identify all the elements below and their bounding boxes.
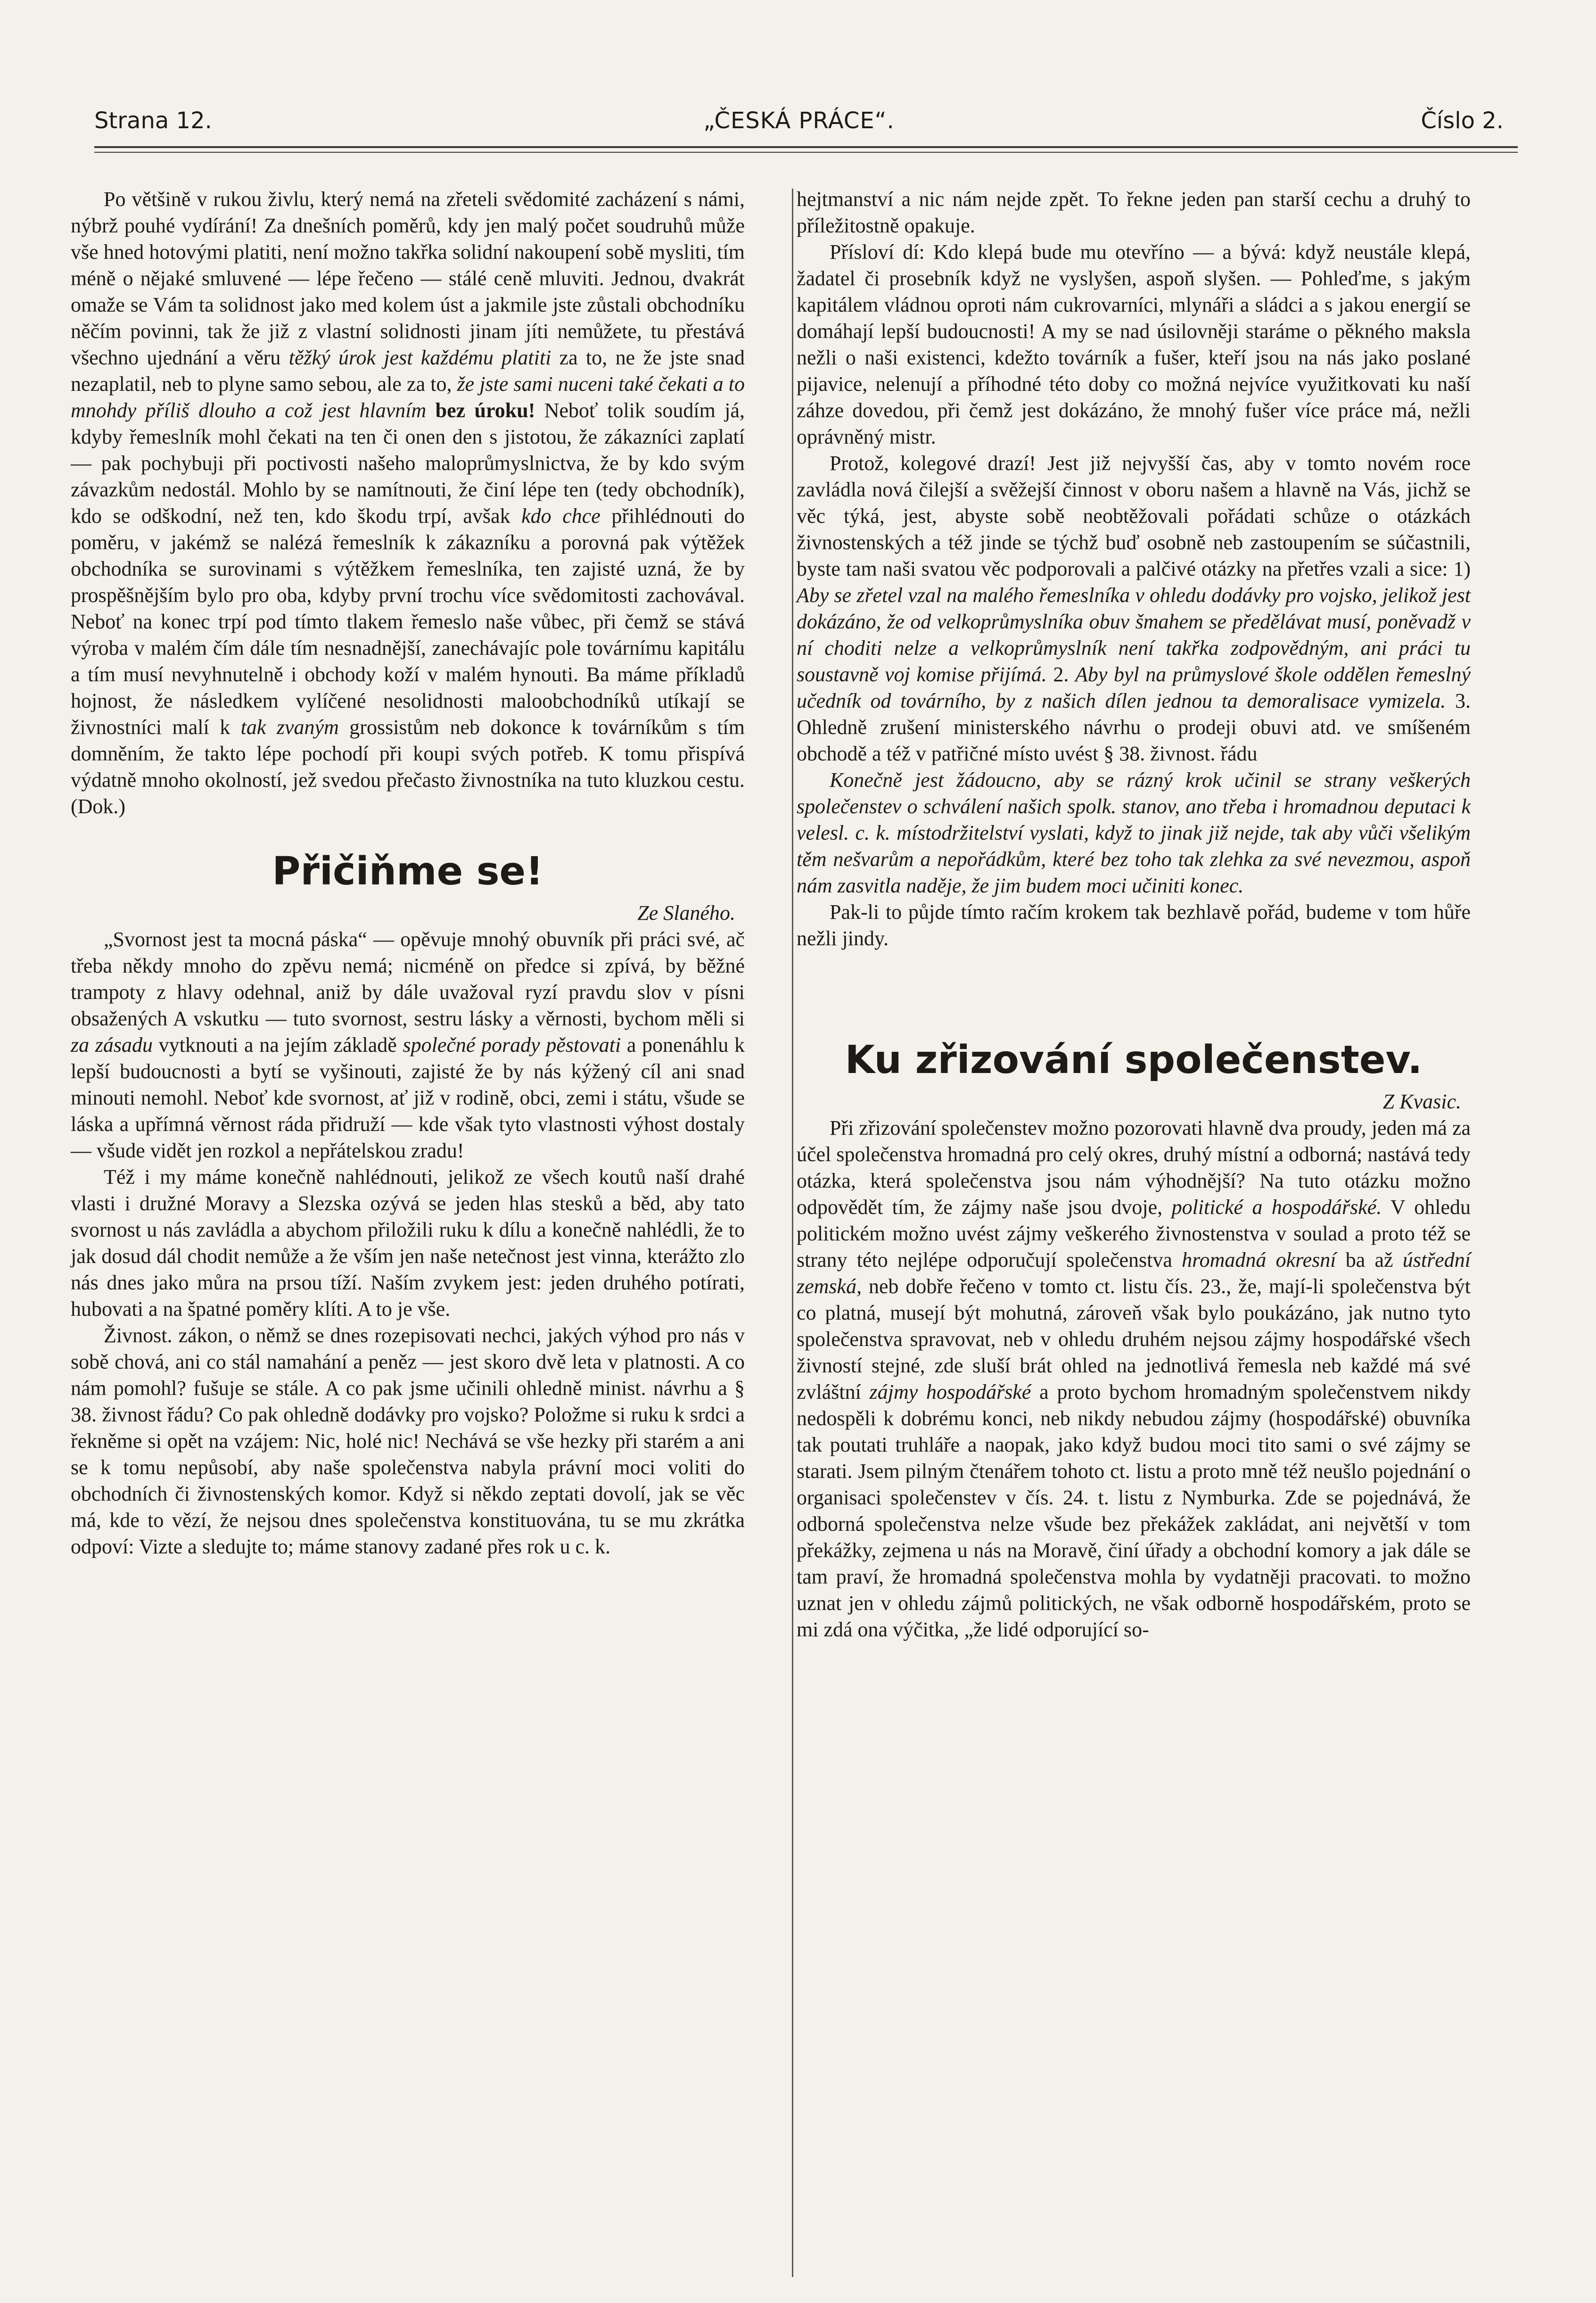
page-number: Strana 12. xyxy=(94,107,212,134)
publication-title: „ČESKÁ PRÁCE“. xyxy=(703,107,895,134)
paragraph: Při zřizování společenstev možno pozorovati hlavně dva proudy, jeden má za účel společenstva hromadná pro celý okres, druhý místní a odborná; nastává tedy otázka, která společenstva jsou nám výhodnější? Na tuto otázku možno odpovědět tím, že zájmy naše jsou dvoje, politické a hospodářské. V ohledu politickém možno uvést zájmy veškerého živnostenstva v soulad a proto též se strany této nejlépe odporučují společenstva hromadná okresní ba až ústřední zemská, neb dobře řečeno v tomto ct. listu čís. 23., že, mají-li společenstva být co platná, musejí být mohutná, zároveň však bylo poukázáno, jak nutno tyto společenstva spravovat, neb v ohledu druhém nejsou zájmy hospodářské všech živností stejné, zde sluší brát ohled na jednotlivá řemesla neb každé má své zvláštní zájmy hospodářské a proto bychom hromadným společenstvem nikdy nedospěli k dobrému konci, neb nikdy nebudou zájmy (hospodářské) obuvníka tak poutati truhláře a naopak, jako když budou moci tito sami o své zájmy se starati. Jsem pilným čtenářem tohoto ct. listu a proto mně též neušlo pojednání o organisaci společenstev v čís. 24. t. listu z Nymburka. Zde se pojednává, že odborná společenstva nelze všude bez překážek zakládat, ani největší v tom překážky, zejmena u nás na Moravě, činí úřady a obchodní komory a jak dále se tam praví, že hromadná společenstva mohla by vydatněji pracovati. to možno uznat jen v ohledu zájmů politických, ne však odborně hospodářském, proto se mi zdá ona výčitka, „že lidé odporující so- xyxy=(797,1116,1471,1641)
article-byline-slany: Ze Slaného. xyxy=(637,901,735,925)
right-column xyxy=(797,186,1471,1643)
article-title-spolecenstev: Ku zřizování společenstev. xyxy=(845,1038,1423,1082)
issue-number: Číslo 2. xyxy=(1421,107,1504,134)
left-column xyxy=(71,186,745,1560)
paragraph: Přísloví dí: Kdo klepá bude mu otevříno — a bývá: když neustále klepá, žadatel či prosebník když ne vyslyšen, aspoň slyšen. — Pohleďme, s jakým kapitálem vládnou oproti nám cukrovarníci, mlynáři a sládci a s jakou energií se domáhají lepší budoucnosti! A my se nad úsilovněji staráme o pěkného maksla nežli o naši existenci, kdežto továrník a fušer, kteří jsou na nás jako poslané pijavice, nelenují a příhodné této doby co možná nejvíce využitkovati ku naší záhze dovedou, při čemž jest dokázáno, že mnohý fušer více práce má, nežli oprávněný mistr. xyxy=(797,240,1471,448)
article-byline-kvasice: Z Kvasic. xyxy=(1382,1090,1461,1113)
page-header xyxy=(94,107,1504,145)
article-title-pricinme: Přičiňme se! xyxy=(272,849,543,894)
paragraph: „Svornost jest ta mocná páska“ — opěvuje mnohý obuvník při práci své, ač třeba někdy mnoho do zpěvu nemá; nicméně on předce si zpívá, by běžné trampoty z hlavy odehnal, aniž by dále uvažoval ryzí pravdu slov v písni obsažených A vskutku — tuto svornost, sestru lásky a věrnosti, bychom měli si za zásadu vytknouti a na jejím základě společné porady pěstovati a ponenáhlu k lepší budoucnosti a bytí se vyšinouti, zajisté že by nás kýžený cíl ani snad minouti nemohl. Neboť kde svornost, ať již v rodině, obci, zemi i státu, všude se láska a upřímná věrnost ráda přidruží — kde však tyto vlastnosti výhost dostaly — všude vidět jen rozkol a nepřátelskou zradu! xyxy=(71,928,745,1162)
header-rule-thin xyxy=(94,152,1518,153)
paragraph: hejtmanství a nic nám nejde zpět. To řekne jeden pan starší cechu a druhý to příležitostně opakuje. xyxy=(797,188,1471,237)
paragraph: Též i my máme konečně nahlédnouti, jelikož ze všech koutů naší drahé vlasti i družné Moravy a Slezska ozývá se jeden hlas stesků a běd, aby tato svornost u nás zavládla a abychom přiložili ruku k dílu a konečně nahlédli, že to jak dosud dál chodit nemůže a že vším jen naše netečnost jest vinna, kterážto zlo nás dnes jako můra na prsou tíží. Naším zvykem jest: jeden druhého potírati, hubovati a na špatné poměry klíti. A to je vše. xyxy=(71,1165,745,1321)
paragraph: Živnost. zákon, o němž se dnes rozepisovati nechci, jakých výhod pro nás v sobě chová, ani co stál namahání a peněz — jest skoro dvě leta v platnosti. A co nám pomohl? fušuje se stále. A co pak jsme učinili ohledně minist. návrhu a § 38. živnost řádu? Co pak ohledně dodávky pro vojsko? Položme si ruku k srdci a řekněme si opět na vzájem: Nic, holé nic! Nechává se vše hezky při starém a ani se k tomu nepůsobí, aby naše společenstva nabyla právní moci voliti do obchodních či živnostenských komor. Když si někdo zeptati dovolí, jak se věc má, kde to vězí, že nejsou dnes společenstva konstituována, tu se mu zkrátka odpoví: Vizte a sledujte to; máme stanovy zadané přes rok u c. k. xyxy=(71,1324,745,1558)
paragraph: Protož, kolegové drazí! Jest již nejvyšší čas, aby v tomto novém roce zavládla nová čilejší a svěžejší činnost v oboru našem a hlavně na Vás, jichž se věc týká, jest, abyste sobě neobtěžovali pořádati schůze o otázkách živnostenských a též jinde se týchž buď osobně neb zastoupením se súčastnili, byste tam naši svatou věc podporovali a palčivé otázky na přetřes vzali a sice: 1) Aby se zřetel vzal na malého řemeslníka v ohledu dodávky pro vojsko, jelikož jest dokázáno, že od velkoprůmyslníka obuv šmahem se předělávat musí, poněvadž v ní choditi nelze a velkoprůmyslník není takřka zodpovědným, ani práci tu soustavně voj komise přijímá. 2. Aby byl na průmyslové škole oddělen řemeslný učedník od továrního, by z našich dílen jednou ta demoralisace vymizela. 3. Ohledně zrušení ministerského návrhu o prodeji obuvi atd. ve smíšeném obchodě a též v patřičné místo uvést § 38. živnost. řádu xyxy=(797,452,1471,765)
article-continuation: Po většině v rukou živlu, který nemá na zřeteli svědomité zacházení s námi, nýbrž pouhé vydírání! Za dnešních poměrů, kdy jen malý počet soudruhů může vše hned hotovými platiti, není možno takřka solidní nakoupení sobě mysliti, tím méně o nějaké smluvené — lépe řečeno — stálé ceně mluviti. Jednou, dvakrát omaže se Vám ta solidnost jako med kolem úst a jakmile jste zůstali obchodníku něčím povinni, tak že již z vlastní solidnosti jinam jíti nemůžete, tu přestává všechno ujednání a věru těžký úrok jest každému platiti za to, ne že jste snad nezaplatil, neb to plyne samo sebou, ale za to, že jste sami nuceni také čekati a to mnohdy příliš dlouho a což jest hlavním bez úroku! Neboť tolik soudím já, kdyby řemeslník mohl čekati na ten či onen den s jistotou, že zákazníci zaplatí — pak pochybuji při poctivosti našeho maloprůmyslnictva, že by kdo svým závazkům nedostál. Mohlo by se namítnouti, že činí lépe ten (tedy obchodník), kdo se odškodní, než ten, kdo škodu trpí, avšak kdo chce přihlédnouti do poměru, v jakémž se nalézá řemeslník k zákazníku a porovná pak výtěžek obchodníka se surovinami s výtěžkem řemeslníka, ten zajisté uzná, že by prospěšnějším bylo pro oba, kdyby první trochu více svědomitosti zachovával. Neboť na konec trpí pod tímto tlakem řemeslo naše vůbec, při čemž se stává výroba v malém čím dále tím nesnadnější, zanechávajíc pole továrnímu kapitálu a tím musí nevyhnutelně i obchody koží v malém hynouti. Ba máme příkladů hojnost, že následkem vylíčené nesolidnosti maloobchodníků utíkají se živnostníci malí k tak zvaným grossistům neb dokonce k továrníkům s tím domněním, že takto lépe pochodí při koupi svých potřeb. K tomu přispívá výdatně mnoho okolností, jež svedou přečasto živnostníka na tuto kluzkou cestu. (Dok.) xyxy=(71,188,745,818)
paragraph: Konečně jest žádoucno, aby se rázný krok učinil se strany veškerých společenstev o schválení našich spolk. stanov, ano třeba i hromadnou deputaci k velesl. c. k. místodržitelství vyslati, když to jinak již nejde, tak aby vůči všelikým těm nešvarům a nepořádkům, které bez toho tak zlehka za své nevezmou, aspoň nám zasvitla naděje, že jim budem moci učiniti konec. xyxy=(797,768,1471,897)
to-be-continued: (Dok.) xyxy=(71,795,126,818)
header-rule xyxy=(94,146,1518,148)
column-divider xyxy=(792,189,793,2277)
paragraph: Pak-li to půjde tímto račím krokem tak bezhlavě pořád, budeme v tom hůře nežli jindy. xyxy=(797,900,1471,950)
